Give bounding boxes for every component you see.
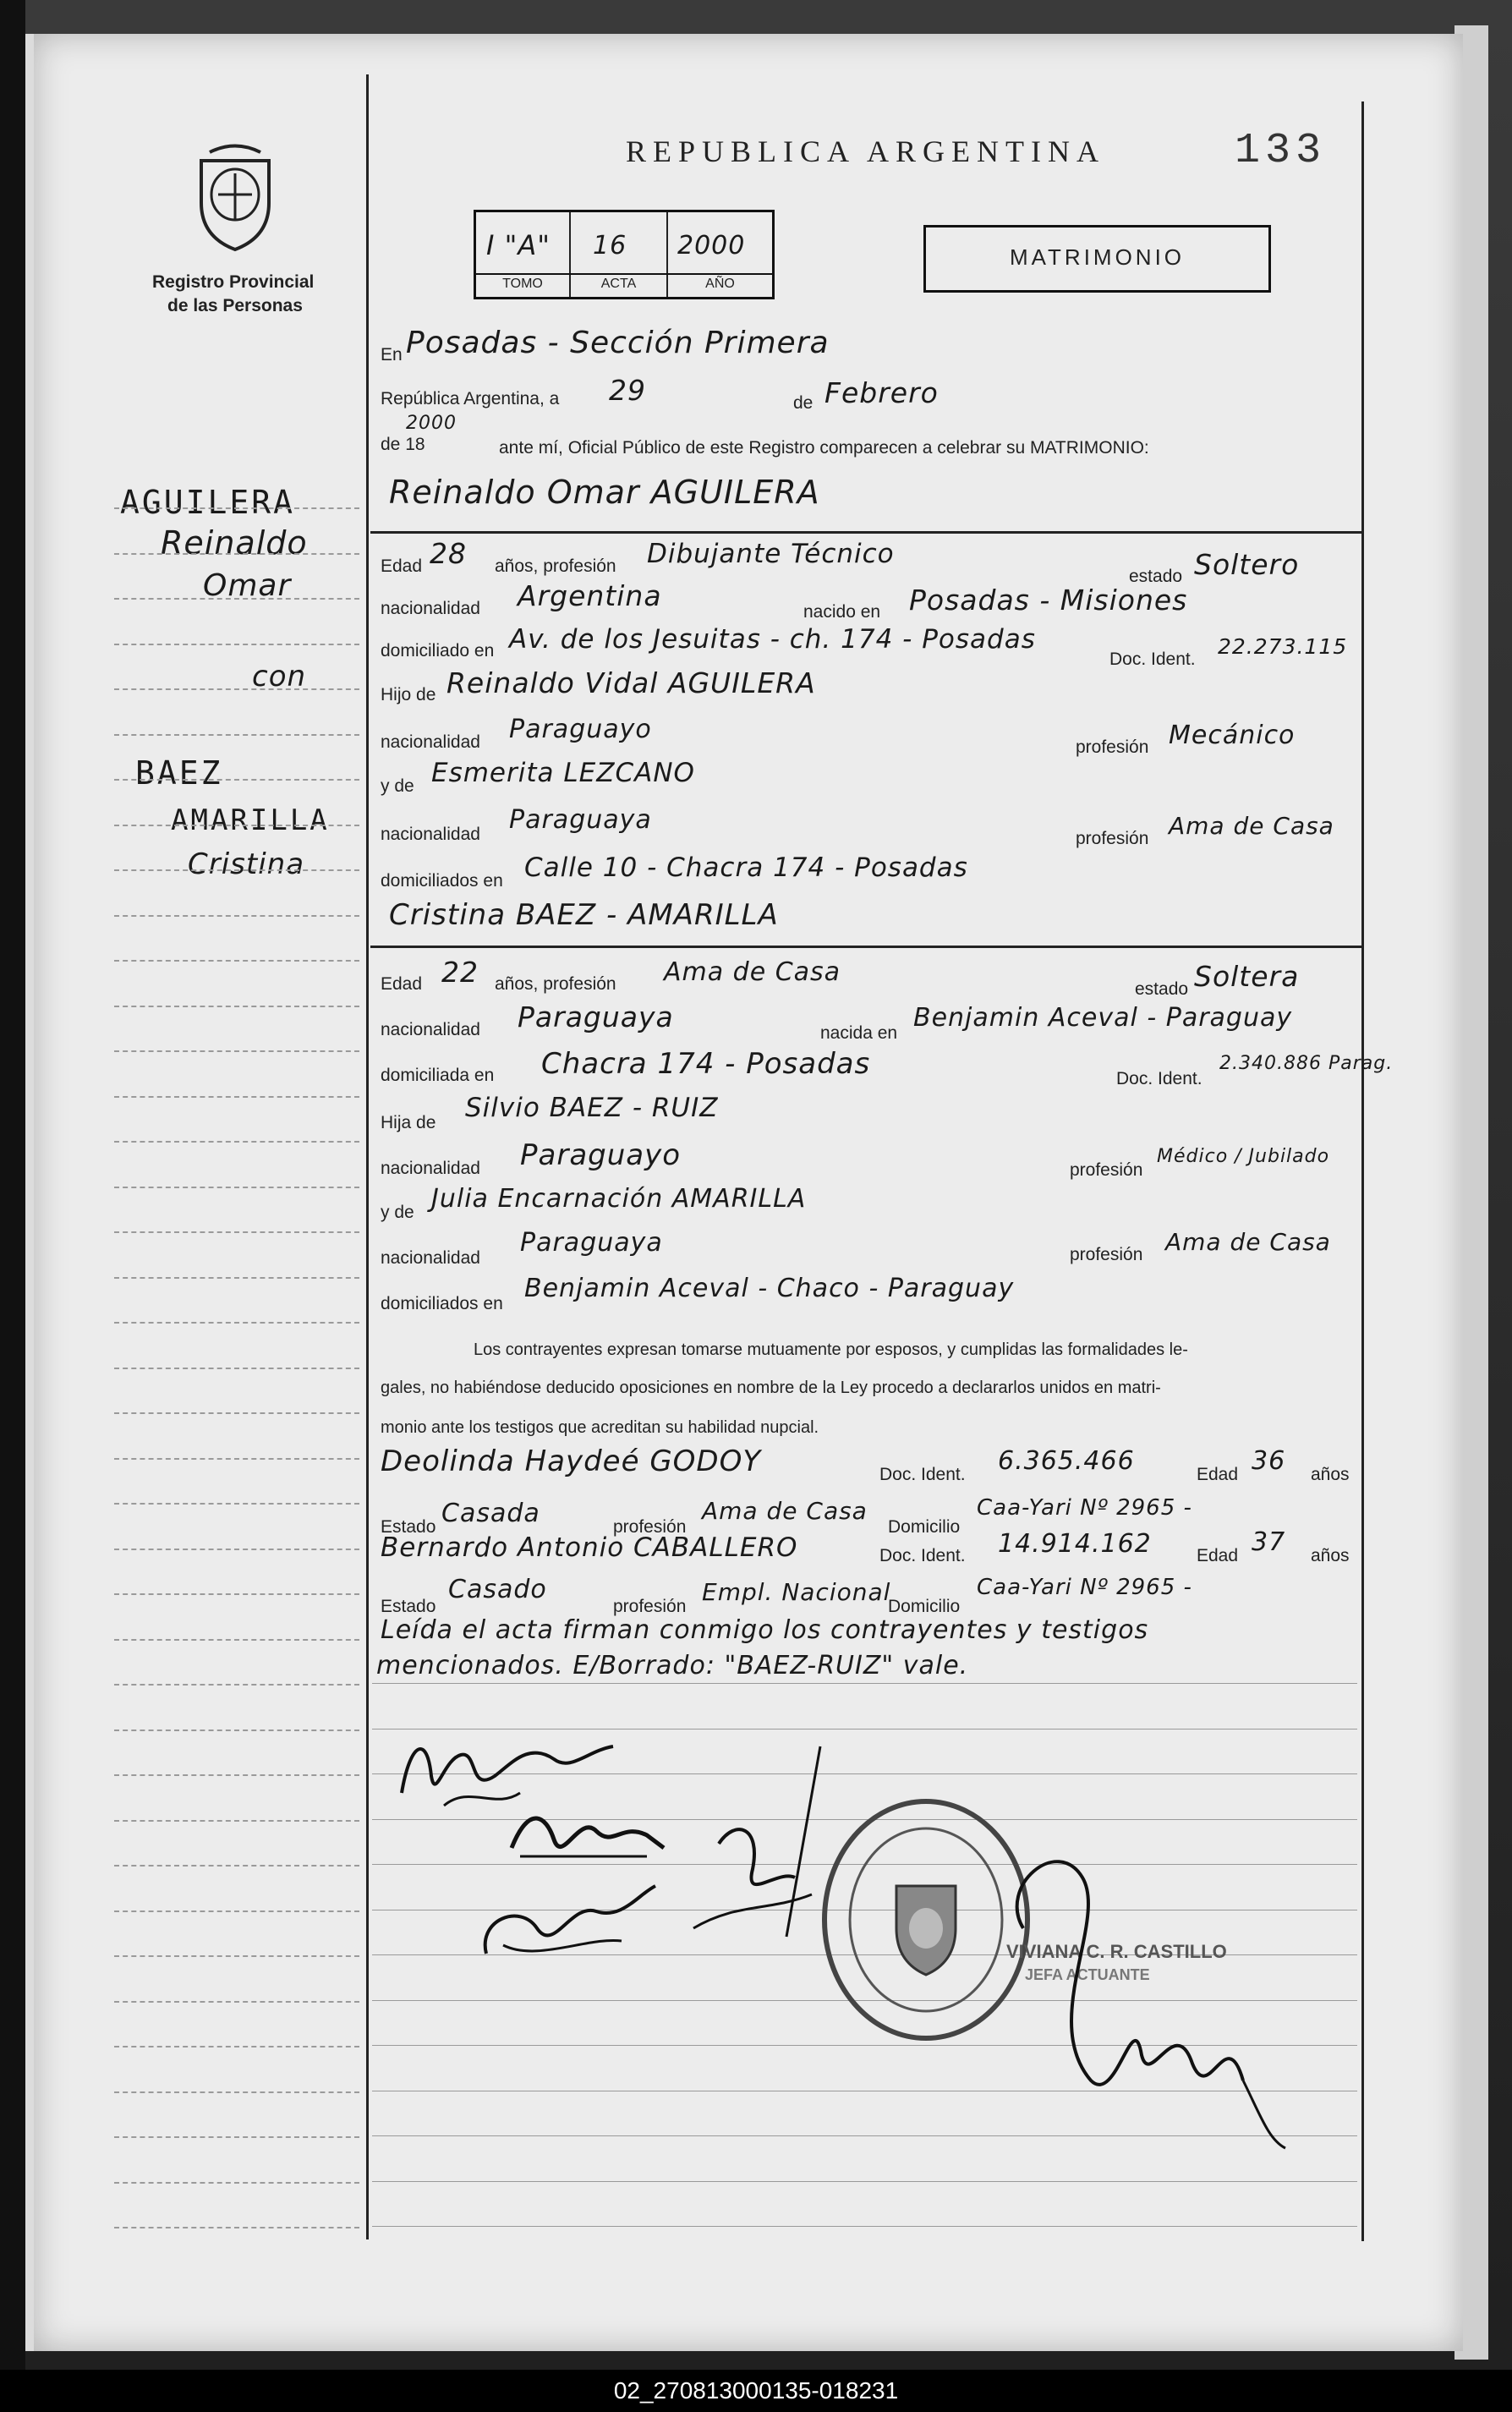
closing-line1: Leída el acta firman conmigo los contrayentes y testigos	[381, 1615, 1149, 1645]
bride-profesion: Ama de Casa	[664, 957, 841, 987]
act-type: MATRIMONIO	[1009, 244, 1186, 270]
margin-rule-line	[114, 1730, 359, 1733]
margin-rule-line	[114, 1231, 359, 1235]
witness2-edad-label: Edad	[1197, 1546, 1239, 1565]
margin-bride-surname1: BAEZ	[135, 754, 223, 792]
witness1-doc: 6.365.466	[998, 1446, 1135, 1476]
margin-rule-line	[114, 825, 359, 828]
de-label: de	[793, 393, 814, 413]
bride-mother-nac-label: nacionalidad	[381, 1248, 480, 1268]
witness2-anos: años	[1311, 1546, 1350, 1565]
margin-rule-line	[114, 1412, 359, 1416]
groom-doc: 22.273.115	[1218, 634, 1348, 659]
acta-label: ACTA	[600, 277, 637, 291]
witness1-estado-label: Estado	[381, 1517, 436, 1537]
intro-month: Febrero	[824, 376, 939, 409]
bride-dom-label: domiciliada en	[381, 1066, 495, 1085]
margin-rule-line	[114, 2227, 359, 2230]
margin-rule-line	[114, 1684, 359, 1687]
bride-estado-label: estado	[1135, 979, 1189, 999]
bride-estado: Soltera	[1194, 960, 1300, 993]
margin-rule-line	[114, 1141, 359, 1144]
bride-father-nac-label: nacionalidad	[381, 1159, 480, 1178]
groom-estado: Soltero	[1194, 548, 1300, 581]
witness2-name: Bernardo Antonio CABALLERO	[381, 1532, 798, 1563]
margin-rule-line	[114, 1820, 359, 1823]
coat-of-arms-icon	[184, 144, 286, 254]
groom-nac-label: nacionalidad	[381, 599, 480, 618]
main-rule-line	[372, 1683, 1357, 1684]
witness2-estado: Casado	[448, 1575, 547, 1604]
bride-nacionalidad: Paraguaya	[518, 1000, 674, 1033]
registry-name-line2: de las Personas	[167, 296, 303, 315]
page-number: 133	[1235, 127, 1327, 175]
margin-conjunction: con	[252, 660, 307, 693]
groom-estado-label: estado	[1129, 567, 1183, 586]
official-role: JEFA ACTUANTE	[1025, 1966, 1150, 1983]
groom-nacionalidad: Argentina	[518, 579, 662, 612]
de-year-label: de 18	[381, 435, 425, 454]
official-name: VIVIANA C. R. CASTILLO	[1006, 1941, 1227, 1962]
margin-rule-line	[114, 734, 359, 737]
margin-rule-line	[114, 1006, 359, 1009]
witness2-prof-label: profesión	[613, 1597, 687, 1616]
declaration-line1: Los contrayentes expresan tomarse mutuamente por esposos, y cumplidas las formalidades le-	[474, 1340, 1188, 1359]
margin-rule-line	[114, 1368, 359, 1371]
witness2-dom-label: Domicilio	[888, 1597, 961, 1616]
groom-father-prof-label: profesión	[1076, 737, 1149, 757]
margin-rule-line	[114, 553, 359, 556]
bride-anos-profesion: años, profesión	[495, 974, 616, 994]
margin-rule-line	[114, 2136, 359, 2140]
margin-bride-surname2: AMARILLA	[171, 803, 330, 837]
signature-witness1	[469, 1869, 664, 1971]
record-id-box	[474, 210, 775, 299]
groom-father-nac-label: nacionalidad	[381, 732, 480, 752]
bride-domicilio: Chacra 174 - Posadas	[541, 1047, 871, 1081]
bride-edad-label: Edad	[381, 974, 423, 994]
ano-value: 2000	[677, 231, 746, 260]
groom-doc-label: Doc. Ident.	[1109, 650, 1196, 669]
bride-yde-label: y de	[381, 1203, 414, 1222]
groom-section-top	[370, 531, 1361, 534]
margin-rule-line	[114, 688, 359, 692]
main-rule-line	[372, 2181, 1357, 2182]
margin-rule-line	[114, 779, 359, 782]
registry-name-line1: Registro Provincial	[152, 272, 315, 292]
groom-mother-nac: Paraguaya	[509, 805, 652, 835]
margin-groom-name1: Reinaldo	[161, 524, 308, 562]
witness1-edad: 36	[1252, 1446, 1286, 1476]
margin-rule-line	[114, 960, 359, 963]
witness1-edad-label: Edad	[1197, 1465, 1239, 1484]
margin-rule-line	[114, 1277, 359, 1280]
act-type-box	[923, 225, 1271, 293]
bride-nacida-label: nacida en	[820, 1023, 898, 1043]
declaration-line2: gales, no habiéndose deducido oposiciones en nombre de la Ley procedo a declararlos unidos en matri-	[381, 1379, 1161, 1397]
republica-label: República Argentina, a	[381, 389, 560, 408]
margin-rule-line	[114, 1458, 359, 1461]
groom-yde-label: y de	[381, 776, 414, 796]
margin-rule-line	[114, 1503, 359, 1506]
witness1-dom: Caa-Yari Nº 2965 -	[977, 1495, 1192, 1521]
margin-rule-line	[114, 915, 359, 918]
main-rule-line	[372, 2226, 1357, 2227]
margin-rule-line	[114, 1096, 359, 1099]
groom-domicilio: Av. de los Jesuitas - ch. 174 - Posadas	[509, 624, 1036, 655]
witness1-doc-label: Doc. Ident.	[879, 1465, 966, 1484]
barcode-caption: 02_270813000135-018231	[0, 2370, 1512, 2412]
groom-dom-label: domiciliado en	[381, 641, 495, 661]
margin-rule-line	[114, 2182, 359, 2185]
margin-rule-line	[114, 1774, 359, 1778]
register-page	[25, 34, 1463, 2351]
groom-father-prof: Mecánico	[1169, 721, 1296, 750]
bride-parents-dom: Benjamin Aceval - Chaco - Paraguay	[524, 1274, 1015, 1303]
margin-rule-line	[114, 1549, 359, 1552]
margin-rule-line	[114, 1187, 359, 1190]
groom-full-name: Reinaldo Omar AGUILERA	[389, 474, 820, 511]
witness1-anos: años	[1311, 1465, 1350, 1484]
bride-father-prof: Médico / Jubilado	[1157, 1146, 1330, 1167]
bride-full-name: Cristina BAEZ - AMARILLA	[389, 898, 779, 932]
groom-mother-prof-label: profesión	[1076, 829, 1149, 848]
intro-year: 2000	[406, 413, 457, 434]
signature-official	[989, 1801, 1311, 2157]
margin-rule-line	[114, 644, 359, 647]
margin-rule-line	[114, 1050, 359, 1054]
witness1-prof-label: profesión	[613, 1517, 687, 1537]
witness2-estado-label: Estado	[381, 1597, 436, 1616]
ano-label: AÑO	[705, 277, 735, 291]
bride-doc: 2.340.886 Parag.	[1219, 1053, 1394, 1074]
groom-parents-dom-label: domiciliados en	[381, 871, 503, 891]
witness2-dom: Caa-Yari Nº 2965 -	[977, 1575, 1192, 1600]
margin-groom-name2: Omar	[203, 568, 292, 603]
bride-mother: Julia Encarnación AMARILLA	[431, 1184, 807, 1214]
witness1-name: Deolinda Haydeé GODOY	[381, 1444, 762, 1478]
acta-value: 16	[593, 231, 627, 260]
margin-rule-line	[114, 2046, 359, 2049]
en-label: En	[381, 345, 403, 365]
margin-rule-line	[114, 2001, 359, 2004]
book-binding	[0, 0, 25, 2412]
groom-father: Reinaldo Vidal AGUILERA	[446, 666, 816, 699]
bride-doc-label: Doc. Ident.	[1116, 1069, 1202, 1088]
margin-rule-line	[114, 1322, 359, 1325]
groom-edad-label: Edad	[381, 556, 423, 576]
bride-mother-nac: Paraguaya	[520, 1228, 663, 1258]
groom-parents-dom: Calle 10 - Chacra 174 - Posadas	[524, 852, 968, 883]
bride-father: Silvio BAEZ - RUIZ	[465, 1093, 719, 1123]
bride-father-prof-label: profesión	[1070, 1160, 1143, 1180]
witness1-estado: Casada	[441, 1499, 540, 1528]
groom-nacido-label: nacido en	[803, 602, 881, 622]
groom-nacido: Posadas - Misiones	[909, 584, 1188, 617]
margin-rule-line	[114, 869, 359, 873]
groom-anos-profesion: años, profesión	[495, 556, 616, 576]
country-title: REPUBLICA ARGENTINA	[626, 134, 1106, 168]
signature-bride	[503, 1797, 672, 1873]
bride-nac-label: nacionalidad	[381, 1020, 480, 1039]
margin-rule-line	[114, 1955, 359, 1959]
margin-divider	[366, 74, 369, 2239]
groom-hijo-label: Hijo de	[381, 685, 436, 704]
closing-line2: mencionados. E/Borrado: "BAEZ-RUIZ" vale.	[376, 1651, 969, 1680]
bride-parents-dom-label: domiciliados en	[381, 1294, 503, 1313]
intro-place: Posadas - Sección Primera	[406, 326, 830, 360]
margin-groom-surname: AGUILERA	[120, 484, 296, 521]
margin-bride-name: Cristina	[188, 847, 305, 881]
bride-mother-prof-label: profesión	[1070, 1245, 1143, 1264]
bride-edad: 22	[441, 956, 479, 989]
margin-rule-line	[114, 598, 359, 601]
groom-profesion: Dibujante Técnico	[647, 539, 895, 569]
margin-rule-line	[114, 1865, 359, 1868]
declaration-line3: monio ante los testigos que acreditan su habilidad nupcial.	[381, 1418, 819, 1437]
right-border	[1361, 101, 1364, 2241]
witness1-prof: Ama de Casa	[702, 1497, 868, 1525]
bride-section-top	[370, 946, 1361, 948]
margin-rule-line	[114, 1639, 359, 1642]
witness2-prof: Empl. Nacional	[702, 1578, 891, 1606]
bride-hija-label: Hija de	[381, 1113, 436, 1132]
witness1-dom-label: Domicilio	[888, 1517, 961, 1537]
tomo-value: I "A"	[486, 229, 551, 261]
margin-rule-line	[114, 507, 359, 511]
margin-rule-line	[114, 1910, 359, 1914]
groom-mother-nac-label: nacionalidad	[381, 825, 480, 844]
groom-mother-prof: Ama de Casa	[1169, 812, 1334, 840]
tomo-label: TOMO	[502, 277, 543, 291]
witness2-edad: 37	[1252, 1527, 1286, 1557]
witness2-doc-label: Doc. Ident.	[879, 1546, 966, 1565]
signature-witness2	[685, 1742, 837, 1945]
witness2-doc: 14.914.162	[998, 1529, 1152, 1559]
margin-rule-line	[114, 1593, 359, 1597]
bride-father-nac: Paraguayo	[520, 1138, 682, 1172]
bride-nacida: Benjamin Aceval - Paraguay	[913, 1003, 1293, 1033]
bride-mother-prof: Ama de Casa	[1165, 1228, 1331, 1256]
margin-rule-line	[114, 2091, 359, 2095]
groom-mother: Esmerita LEZCANO	[431, 758, 695, 788]
groom-father-nac: Paraguayo	[509, 715, 652, 744]
groom-edad: 28	[430, 537, 467, 570]
intro-day: 29	[609, 374, 646, 407]
intro-statement: ante mí, Oficial Público de este Registro comparecen a celebrar su MATRIMONIO:	[499, 438, 1149, 458]
